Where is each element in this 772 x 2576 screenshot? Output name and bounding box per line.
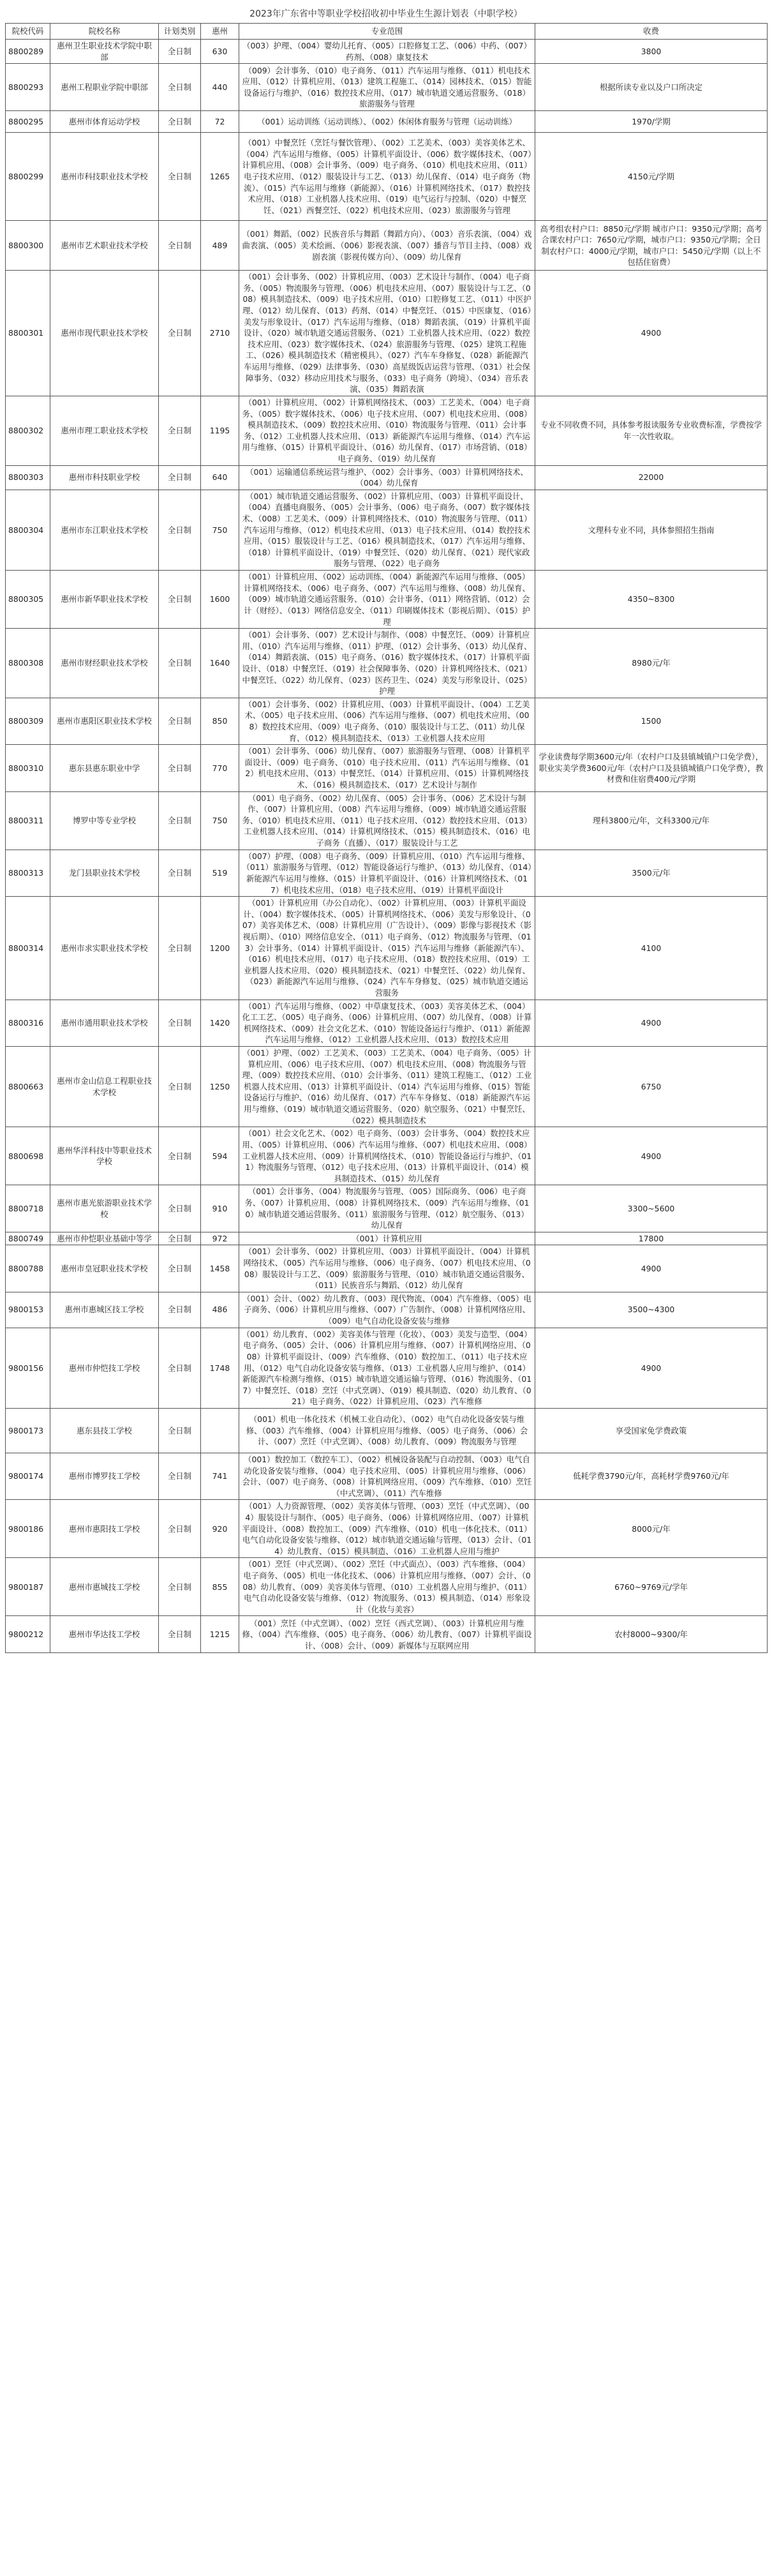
specialty-cell: （001）计算机应用、（002）计算机网络技术、（003）工艺美术、（004）电子商务、（005）数字媒体技术、（006）电子技术应用、（007）机电技术应用、（008）模具制造技术、（009）数控技术应用、（010）物流服务与管理、（011）会计事务、（012）工业机器人技术应用、（013）新能源汽车运用与维修、（014）汽车运用与维修、（015）计算机平面设计、（016）幼儿保育、（017）市场营销、（018）电子商务、（019）幼儿保育 bbox=[239, 396, 535, 465]
quota-cell: 1265 bbox=[201, 133, 239, 221]
quota-cell: 1215 bbox=[201, 1616, 239, 1653]
specialty-cell: （001）会计、（002）幼儿教育、（003）现代物流、（004）汽车维修、（005）电子商务、（006）计算机应用与维修、（007）广告制作、（008）计算机网络应用、（009）电气自动化设备安装与维修 bbox=[239, 1292, 535, 1328]
specialty-cell: （001）会计事务、（007）艺术设计与制作、（008）中餐烹饪、（009）计算机应用、（010）汽车运用与维修、（011）护理、（012）会计事务、（013）幼儿保育、（014）舞蹈表演、（015）电子商务、（016）数字媒体技术、（017）计算机平面设计、（018）中餐烹饪、（019）社会保障事务、（020）计算机网络技术、（021）中餐烹饪、（022）幼儿保育、（023）医药卫生、（024）美发与形象设计、（025）护理 bbox=[239, 629, 535, 698]
quota-cell: 1195 bbox=[201, 396, 239, 465]
school-code-cell: 8800304 bbox=[6, 490, 50, 570]
school-name-cell: 惠东县惠东职业中学 bbox=[50, 745, 159, 791]
school-code-cell: 8800301 bbox=[6, 271, 50, 396]
specialty-cell: （001）会计事务、（002）计算机应用、（003）计算机平面设计、（004）计算机网络技术、（005）汽车运用与维修、（006）电子商务、（007）机电技术应用、（008）服装设计与工艺、（009）旅游服务与管理、（010）城市轨道交通运营服务、（011）民族音乐与舞蹈、（012）幼儿保育 bbox=[239, 1245, 535, 1292]
school-name-cell: 惠州市惠光旅游职业技术学校 bbox=[50, 1185, 159, 1232]
school-code-cell: 9800156 bbox=[6, 1328, 50, 1408]
column-header-name: 院校名称 bbox=[50, 24, 159, 40]
school-name-cell: 惠州市华达技工学校 bbox=[50, 1616, 159, 1653]
fee-cell: 低耗学费3790元/年，高耗材学费9760元/年 bbox=[535, 1453, 768, 1499]
school-name-cell: 惠州市惠城区技工学校 bbox=[50, 1292, 159, 1328]
fee-cell: 4100 bbox=[535, 897, 768, 1000]
table-row bbox=[6, 1616, 768, 1653]
school-code-cell: 8800309 bbox=[6, 698, 50, 744]
quota-cell: 1200 bbox=[201, 897, 239, 1000]
school-name-cell: 惠州市现代职业技术学校 bbox=[50, 271, 159, 396]
quota-cell: 741 bbox=[201, 1453, 239, 1499]
table-row bbox=[6, 698, 768, 744]
plan-type-cell: 全日制 bbox=[159, 1616, 201, 1653]
school-code-cell: 8800302 bbox=[6, 396, 50, 465]
quota-cell: 1420 bbox=[201, 1000, 239, 1046]
specialty-cell: （001）计算机应用（办公自动化）、（002）计算机应用、（003）计算机平面设计、（004）数字媒体技术、（005）计算机网络技术、（006）美发与形象设计、（007）美容美体艺术、（008）计算机应用（广告设计）、（009）影像与影视技术（影视后期）、（010）网络信息安全、（011）电子商务、（012）物流服务与管理、（013）会计事务、（014）计算机平面设计、（015）汽车运用与维修（新能源汽车）、（016）机电技术应用、（017）电子技术应用、（018）数控技术应用、（019）工业机器人技术应用、（020）模具制造技术、（021）中餐烹饪、（022）幼儿保育、（023）新能源汽车运用与维修、（024）汽车车身修复、（025）城市轨道交通运营服务 bbox=[239, 897, 535, 1000]
plan-type-cell: 全日制 bbox=[159, 1328, 201, 1408]
quota-cell: 920 bbox=[201, 1500, 239, 1558]
fee-cell: 4900 bbox=[535, 1000, 768, 1046]
quota-cell: 855 bbox=[201, 1558, 239, 1616]
school-code-cell: 8800788 bbox=[6, 1245, 50, 1292]
quota-cell bbox=[201, 1408, 239, 1453]
table-row bbox=[6, 1500, 768, 1558]
school-name-cell: 惠州卫生职业技术学院中职部 bbox=[50, 40, 159, 64]
school-code-cell: 9800186 bbox=[6, 1500, 50, 1558]
fee-cell: 4350~8300 bbox=[535, 571, 768, 629]
specialty-cell: （001）会计事务、（002）计算机应用、（003）计算机平面设计、（004）工艺美术、（005）电子技术应用、（006）汽车运用与维修、（007）机电技术应用、（008）数控技术应用、（009）电子商务、（010）服装设计与工艺、（011）幼儿保育、（012）模具制造技术、（013）工业机器人技术应用 bbox=[239, 698, 535, 744]
school-code-cell: 8800310 bbox=[6, 745, 50, 791]
school-code-cell: 8800316 bbox=[6, 1000, 50, 1046]
school-name-cell: 惠州市东江职业技术学校 bbox=[50, 490, 159, 570]
quota-cell: 489 bbox=[201, 221, 239, 271]
quota-cell: 1250 bbox=[201, 1047, 239, 1127]
fee-cell: 农村8000~9300/年 bbox=[535, 1616, 768, 1653]
table-row bbox=[6, 1000, 768, 1046]
school-code-cell: 8800663 bbox=[6, 1047, 50, 1127]
school-code-cell: 8800305 bbox=[6, 571, 50, 629]
school-name-cell: 惠东县技工学校 bbox=[50, 1408, 159, 1453]
fee-cell: 享受国家免学费政策 bbox=[535, 1408, 768, 1453]
specialty-cell: （001）护理、（002）工艺美术、（003）工艺美术、（004）电子商务、（005）计算机应用、（006）电子技术应用、（007）机电技术应用、（008）物流服务与管理、（009）数控技术应用、（010）会计事务、（011）建筑工程施工、（012）工业机器人技术应用、（013）计算机平面设计、（014）汽车运用与维修、（015）智能设备运行与维护、（016）幼儿保育、（017）汽车车身修复、（018）新能源汽车运用与维修、（019）城市轨道交通运营服务、（020）航空服务、（021）中餐烹饪、（022）模具制造技术 bbox=[239, 1047, 535, 1127]
specialty-cell: （001）烹饪（中式烹调）、（002）烹饪（西式烹调）、（003）计算机应用与维修、（004）汽车维修、（005）电子商务、（006）幼儿教育、（007）计算机平面设计、（008）会计、（009）新媒体与互联网应用 bbox=[239, 1616, 535, 1653]
table-row bbox=[6, 1245, 768, 1292]
plan-type-cell: 全日制 bbox=[159, 1185, 201, 1232]
fee-cell: 6760~9769元/学年 bbox=[535, 1558, 768, 1616]
school-name-cell: 惠州市皇冠职业技术学校 bbox=[50, 1245, 159, 1292]
quota-cell: 750 bbox=[201, 490, 239, 570]
school-name-cell: 惠州华洋科技中等职业技术学校 bbox=[50, 1127, 159, 1185]
column-header-code: 院校代码 bbox=[6, 24, 50, 40]
school-code-cell: 8800313 bbox=[6, 850, 50, 896]
plan-type-cell: 全日制 bbox=[159, 221, 201, 271]
fee-cell: 8980元/年 bbox=[535, 629, 768, 698]
table-row bbox=[6, 1292, 768, 1328]
table-row bbox=[6, 571, 768, 629]
specialty-cell: （003）护理、（004）婴幼儿托育、（005）口腔修复工艺、（006）中药、（007）药剂、（008）康复技术 bbox=[239, 40, 535, 64]
plan-type-cell: 全日制 bbox=[159, 791, 201, 850]
quota-cell: 910 bbox=[201, 1185, 239, 1232]
fee-cell: 4900 bbox=[535, 1245, 768, 1292]
quota-cell: 750 bbox=[201, 791, 239, 850]
fee-cell: 8000元/年 bbox=[535, 1500, 768, 1558]
fee-cell: 3500元/年 bbox=[535, 850, 768, 896]
school-name-cell: 惠州市惠阳区职业技术学校 bbox=[50, 698, 159, 744]
fee-cell: 根据所读专业以及户口所决定 bbox=[535, 64, 768, 111]
quota-cell: 640 bbox=[201, 465, 239, 490]
fee-cell: 1500 bbox=[535, 698, 768, 744]
specialty-cell: （001）会计事务、（004）物流服务与管理、（005）国际商务、（006）电子商务、（007）计算机应用、（008）计算机网络技术、（009）汽车运用与维修、（010）城市轨道交通运营服务、（011）旅游服务与管理、（012）航空服务、（013）幼儿保育 bbox=[239, 1185, 535, 1232]
specialty-cell: （001）汽车运用与维修、（002）中草康复技术、（003）美容美体艺术、（004）化工工艺、（005）电子商务、（006）计算机应用、（007）幼儿保育、（008）计算机网络技术、（009）社会文化艺术、（010）智能设备运行与维护、（011）新能源汽车运用与维修、（012）工业机器人技术应用、（013）数控技术应用 bbox=[239, 1000, 535, 1046]
school-code-cell: 8800749 bbox=[6, 1232, 50, 1245]
school-code-cell: 8800311 bbox=[6, 791, 50, 850]
plan-type-cell: 全日制 bbox=[159, 1232, 201, 1245]
table-row bbox=[6, 465, 768, 490]
school-code-cell: 8800718 bbox=[6, 1185, 50, 1232]
quota-cell: 72 bbox=[201, 111, 239, 133]
fee-cell: 高考组农村户口：8850元/学期 城市户口：9350元/学期；高考合课农村户口：7650元/学期，城市户口：9350元/学期；全日制农村户口：4000元/学期，城市户口：5450元/学期（以上不包括住宿费） bbox=[535, 221, 768, 271]
fee-cell: 理科3800元/年，文科3300元/年 bbox=[535, 791, 768, 850]
plan-type-cell: 全日制 bbox=[159, 1558, 201, 1616]
specialty-cell: （001）计算机应用 bbox=[239, 1232, 535, 1245]
specialty-cell: （001）舞蹈、（002）民族音乐与舞蹈（舞蹈方向）、（003）音乐表演、（004）戏曲表演、（005）美术绘画、（006）影视表演、（007）播音与节目主持、（008）戏剧表演（影视传媒方向）、（009）幼儿保育 bbox=[239, 221, 535, 271]
school-code-cell: 9800187 bbox=[6, 1558, 50, 1616]
table-row bbox=[6, 1127, 768, 1185]
table-row bbox=[6, 133, 768, 221]
table-row bbox=[6, 629, 768, 698]
table-row bbox=[6, 40, 768, 64]
plan-type-cell: 全日制 bbox=[159, 1245, 201, 1292]
plan-type-cell: 全日制 bbox=[159, 396, 201, 465]
table-row bbox=[6, 396, 768, 465]
school-code-cell: 8800314 bbox=[6, 897, 50, 1000]
plan-table bbox=[5, 23, 768, 1653]
school-name-cell: 博罗中等专业学校 bbox=[50, 791, 159, 850]
fee-cell: 22000 bbox=[535, 465, 768, 490]
plan-type-cell: 全日制 bbox=[159, 897, 201, 1000]
plan-type-cell: 全日制 bbox=[159, 571, 201, 629]
school-code-cell: 9800174 bbox=[6, 1453, 50, 1499]
specialty-cell: （001）运输通信系统运营与维护、（002）会计事务、（003）计算机网络技术、（004）幼儿保育 bbox=[239, 465, 535, 490]
school-name-cell: 惠州市新华职业技术学校 bbox=[50, 571, 159, 629]
specialty-cell: （001）烹饪（中式烹调）、（002）烹饪（中式面点）、（003）汽车维修、（004）电子商务、（005）机电一体化技术、（006）计算机应用与维修、（007）会计、（008）幼儿教育、（009）美容美体与管理、（010）工业机器人应用与维护、（011）电气自动化设备安装与维修、（012）物流服务、（013）模具制造、（014）形象设计（化妆与美容） bbox=[239, 1558, 535, 1616]
school-name-cell: 惠州工程职业学院中职部 bbox=[50, 64, 159, 111]
school-code-cell: 8800300 bbox=[6, 221, 50, 271]
fee-cell: 6750 bbox=[535, 1047, 768, 1127]
column-header-type: 计划类别 bbox=[159, 24, 201, 40]
quota-cell: 486 bbox=[201, 1292, 239, 1328]
table-row bbox=[6, 271, 768, 396]
school-code-cell: 9800173 bbox=[6, 1408, 50, 1453]
school-name-cell: 惠州市科技职业技术学校 bbox=[50, 133, 159, 221]
specialty-cell: （001）城市轨道交通运营服务、（002）计算机应用、（003）计算机平面设计、（004）直播电商服务、（005）会计事务、（006）电子商务、（007）数字媒体技术、（008）工艺美术、（009）计算机网络技术、（010）物流服务与管理、（011）汽车运用与维修、（012）机电技术应用、（013）电子技术应用、（014）数控技术应用、（015）服装设计与工艺、（016）模具制造技术、（017）汽车运用与维修、（018）计算机平面设计、（019）中餐烹饪、（020）幼儿保育、（021）现代家政服务与管理、（022）电子商务 bbox=[239, 490, 535, 570]
table-row bbox=[6, 221, 768, 271]
school-name-cell: 惠州市博罗技工学校 bbox=[50, 1453, 159, 1499]
table-header-row bbox=[6, 24, 768, 40]
quota-cell: 770 bbox=[201, 745, 239, 791]
table-row bbox=[6, 1232, 768, 1245]
table-row bbox=[6, 490, 768, 570]
plan-type-cell: 全日制 bbox=[159, 745, 201, 791]
plan-type-cell: 全日制 bbox=[159, 490, 201, 570]
quota-cell: 2710 bbox=[201, 271, 239, 396]
fee-cell: 3300~5600 bbox=[535, 1185, 768, 1232]
plan-type-cell: 全日制 bbox=[159, 1408, 201, 1453]
quota-cell: 972 bbox=[201, 1232, 239, 1245]
school-name-cell: 惠州市惠城技工学校 bbox=[50, 1558, 159, 1616]
fee-cell: 3500~4300 bbox=[535, 1292, 768, 1328]
table-body bbox=[6, 40, 768, 1653]
column-header-spec: 专业范围 bbox=[239, 24, 535, 40]
school-code-cell: 9800153 bbox=[6, 1292, 50, 1328]
quota-cell: 1458 bbox=[201, 1245, 239, 1292]
column-header-quota: 惠州 bbox=[201, 24, 239, 40]
school-code-cell: 8800299 bbox=[6, 133, 50, 221]
school-name-cell: 惠州市求实职业技术学校 bbox=[50, 897, 159, 1000]
plan-type-cell: 全日制 bbox=[159, 465, 201, 490]
table-row bbox=[6, 1047, 768, 1127]
school-name-cell: 惠州市金山信息工程职业技术学校 bbox=[50, 1047, 159, 1127]
fee-cell: 文理科专业不同，具体参照招生指南 bbox=[535, 490, 768, 570]
school-name-cell: 惠州市惠阳技工学校 bbox=[50, 1500, 159, 1558]
school-name-cell: 龙门县职业技术学校 bbox=[50, 850, 159, 896]
school-code-cell: 9800212 bbox=[6, 1616, 50, 1653]
table-row bbox=[6, 111, 768, 133]
fee-cell: 3800 bbox=[535, 40, 768, 64]
plan-type-cell: 全日制 bbox=[159, 698, 201, 744]
table-row bbox=[6, 897, 768, 1000]
quota-cell: 1748 bbox=[201, 1328, 239, 1408]
school-code-cell: 8800308 bbox=[6, 629, 50, 698]
plan-type-cell: 全日制 bbox=[159, 850, 201, 896]
specialty-cell: （001）数控加工（数控车工）、（002）机械设备装配与自动控制、（003）电气自动化设备安装与维修、（004）电子技术应用、（005）计算机应用与维修、（006）会计、（007）电子商务、（008）计算机网络应用、（009）汽车维修、（010）烹饪（中式烹调）、（011）汽车维修 bbox=[239, 1453, 535, 1499]
school-code-cell: 8800303 bbox=[6, 465, 50, 490]
fee-cell: 4900 bbox=[535, 1328, 768, 1408]
plan-type-cell: 全日制 bbox=[159, 1000, 201, 1046]
table-row bbox=[6, 1408, 768, 1453]
plan-type-cell: 全日制 bbox=[159, 133, 201, 221]
school-code-cell: 8800293 bbox=[6, 64, 50, 111]
quota-cell: 1640 bbox=[201, 629, 239, 698]
plan-type-cell: 全日制 bbox=[159, 271, 201, 396]
specialty-cell: （001）运动训练（运动训练）、（002）休闲体育服务与管理（运动训练） bbox=[239, 111, 535, 133]
specialty-cell: （007）护理、（008）电子商务、（009）计算机应用、（010）汽车运用与维修、（011）旅游服务与管理、（012）智能设备运行与维护、（013）幼儿保育、（014）新能源汽车运用与维修、（015）计算机平面设计、（016）计算机网络技术、（017）机电技术应用、（018）电子技术应用、（019）计算机平面设计 bbox=[239, 850, 535, 896]
document-page bbox=[5, 5, 767, 1653]
fee-cell: 专业不同收费不同，具体参考报读服务专业收费标准，学费按学年一次性收取。 bbox=[535, 396, 768, 465]
table-row bbox=[6, 1328, 768, 1408]
plan-type-cell: 全日制 bbox=[159, 1500, 201, 1558]
quota-cell: 440 bbox=[201, 64, 239, 111]
specialty-cell: （001）电子商务、（002）幼儿保育、（005）会计事务、（006）艺术设计与制作、（007）计算机应用、（008）汽车运用与维修、（009）城市轨道交通运营服务、（010）机电技术应用、（011）电子技术应用、（012）数控技术应用、（013）工业机器人技术应用、（014）计算机网络技术、（015）模具制造技术、（016）电子商务（直播）、（017）服装设计与工艺 bbox=[239, 791, 535, 850]
plan-type-cell: 全日制 bbox=[159, 1292, 201, 1328]
plan-type-cell: 全日制 bbox=[159, 40, 201, 64]
table-row bbox=[6, 791, 768, 850]
plan-type-cell: 全日制 bbox=[159, 1453, 201, 1499]
quota-cell: 1600 bbox=[201, 571, 239, 629]
school-name-cell: 惠州市仲恺职业基础中等学 bbox=[50, 1232, 159, 1245]
specialty-cell: （001）计算机应用、（002）运动训练、（004）新能源汽车运用与维修、（005）计算机网络技术、（006）电子商务、（007）汽车运用与维修、（008）幼儿保育、（009）城市轨道交通运营服务、（010）会计事务、（011）网络营销、（012）会计（财经）、（013）网络信息安全、（011）印刷媒体技术（影视后期）、（015）护理 bbox=[239, 571, 535, 629]
fee-cell: 学业读费每学期3600元/年（农村户口及县镇城镇户口免学费），职业实美学费3600元/年（农村户口及县镇城镇户口免学费），教材费和住宿费400元/学期 bbox=[535, 745, 768, 791]
specialty-cell: （001）中餐烹饪（烹饪与餐饮管理）、（002）工艺美术、（003）美容美体艺术、（004）汽车运用与维修、（005）计算机平面设计、（006）数字媒体技术、（007）计算机应用、（008）会计事务、（009）电子商务、（010）机电技术应用、（011）电子技术应用、（012）服装设计与工艺、（013）幼儿保育、（014）电子商务（物流）、（015）汽车运用与维修（新能源）、（016）计算机网络技术、（017）数控技术应用、（018）工业机器人技术应用、（019）电气运行与控制、（020）中餐烹饪、（021）西餐烹饪、（022）机电技术应用、（023）旅游服务与管理 bbox=[239, 133, 535, 221]
quota-cell: 630 bbox=[201, 40, 239, 64]
school-code-cell: 8800698 bbox=[6, 1127, 50, 1185]
fee-cell: 4900 bbox=[535, 271, 768, 396]
school-name-cell: 惠州市科技职业学校 bbox=[50, 465, 159, 490]
table-row bbox=[6, 1453, 768, 1499]
plan-type-cell: 全日制 bbox=[159, 1047, 201, 1127]
specialty-cell: （001）人力资源管理、（002）美容美体与管理、（003）烹饪（中式烹调）、（004）服装设计与制作、（005）电子商务、（006）计算机网络应用、（007）计算机平面设计、（008）数控加工、（009）汽车维修、（010）机电一体化技术、（011）电气自动化设备安装与维修、（012）城市轨道交通运输与管理、（013）会计、（014）幼儿教育、（015）模具制造、（016）工业机器人应用与维护 bbox=[239, 1500, 535, 1558]
column-header-fee: 收费 bbox=[535, 24, 768, 40]
quota-cell: 519 bbox=[201, 850, 239, 896]
table-row bbox=[6, 1558, 768, 1616]
plan-type-cell: 全日制 bbox=[159, 1127, 201, 1185]
specialty-cell: （001）会计事务、（006）幼儿保育、（007）旅游服务与管理、（008）计算机平面设计、（009）电子商务、（010）电子技术应用、（011）汽车运用与维修、（012）机电技术应用、（013）中餐烹饪、（014）计算机应用、（015）计算机网络技术、（016）模具制造技术、（017）艺术设计与制作 bbox=[239, 745, 535, 791]
quota-cell: 594 bbox=[201, 1127, 239, 1185]
table-row bbox=[6, 64, 768, 111]
specialty-cell: （001）机电一体化技术（机械工业自动化）、（002）电气自动化设备安装与维修、（003）汽车维修、（004）计算机应用与维修、（005）电子商务、（006）会计、（007）烹饪（中式烹调）、（008）幼儿教育、（009）物流服务与管理 bbox=[239, 1408, 535, 1453]
school-name-cell: 惠州市体育运动学校 bbox=[50, 111, 159, 133]
table-row bbox=[6, 745, 768, 791]
plan-type-cell: 全日制 bbox=[159, 111, 201, 133]
school-name-cell: 惠州市仲恺技工学校 bbox=[50, 1328, 159, 1408]
fee-cell: 1970/学期 bbox=[535, 111, 768, 133]
fee-cell: 4150元/学期 bbox=[535, 133, 768, 221]
plan-type-cell: 全日制 bbox=[159, 64, 201, 111]
document-title: 2023年广东省中等职业学校招收初中毕业生生源计划表（中职学校） bbox=[249, 9, 523, 19]
school-name-cell: 惠州市艺术职业技术学校 bbox=[50, 221, 159, 271]
table-row bbox=[6, 850, 768, 896]
table-row bbox=[6, 1185, 768, 1232]
school-name-cell: 惠州市理工职业技术学校 bbox=[50, 396, 159, 465]
school-code-cell: 8800289 bbox=[6, 40, 50, 64]
specialty-cell: （009）会计事务、（010）电子商务、（011）汽车运用与维修、（011）机电技术应用、（012）计算机应用、（013）建筑工程施工、（014）园林技术、（015）智能设备运行与维护、（016）数控技术应用、（017）城市轨道交通运营服务、（018）旅游服务与管理 bbox=[239, 64, 535, 111]
school-code-cell: 8800295 bbox=[6, 111, 50, 133]
fee-cell: 17800 bbox=[535, 1232, 768, 1245]
school-name-cell: 惠州市通用职业技术学校 bbox=[50, 1000, 159, 1046]
specialty-cell: （001）会计事务、（002）计算机应用、（003）艺术设计与制作、（004）电子商务、（005）物流服务与管理、（006）机电技术应用、（007）服装设计与工艺、（008）模具制造技术、（009）电子技术应用、（010）口腔修复工艺、（011）中医护理、（012）幼儿保育、（013）药剂、（014）中餐烹饪、（015）中医康复、（016）美发与形象设计、（017）汽车运用与维修、（018）舞蹈表演、（019）计算机平面设计、（020）城市轨道交通运营服务、（021）工业机器人技术应用、（022）数控技术应用、（023）数字媒体技术、（024）旅游服务与管理、（025）建筑工程施工、（026）模具制造技术（精密模具）、（027）汽车车身修复、（028）新能源汽车运用与维修、（029）法律事务、（030）高星级饭店运营与管理、（031）社会保障事务、（032）移动应用技术与服务、（033）电子商务（跨境）、（034）音乐表演、（035）舞蹈表演 bbox=[239, 271, 535, 396]
specialty-cell: （001）幼儿教育、（002）美容美体与管理（化妆）、（003）美发与造型、（004）电子商务、（005）会计、（006）计算机应用与维修、（007）计算机网络应用、（008）计算机平面设计、（009）汽车维修、（010）数控加工、（011）电子技术应用、（012）电气自动化设备安装与维修、（013）工业机器人应用与维护、（014）新能源汽车检测与维修、（015）城市轨道交通运输与管理、（016）物流服务、（017）中餐烹饪、（018）烹饪（中式烹调）、（019）模具制造、（020）幼儿教育、（021）电子商务、（022）计算机应用、（023）汽车维修 bbox=[239, 1328, 535, 1408]
quota-cell: 850 bbox=[201, 698, 239, 744]
plan-type-cell: 全日制 bbox=[159, 629, 201, 698]
specialty-cell: （001）社会文化艺术、（002）电子商务、（003）会计事务、（004）数控技术应用、（005）计算机应用、（006）汽车运用与维修、（007）机电技术应用、（008）工业机器人技术应用、（009）计算机网络技术、（010）智能设备运行与维护、（011）物流服务与管理、（012）电子技术应用、（013）计算机平面设计、（014）模具制造技术、（015）幼儿保育 bbox=[239, 1127, 535, 1185]
school-name-cell: 惠州市财经职业技术学校 bbox=[50, 629, 159, 698]
fee-cell: 4900 bbox=[535, 1127, 768, 1185]
